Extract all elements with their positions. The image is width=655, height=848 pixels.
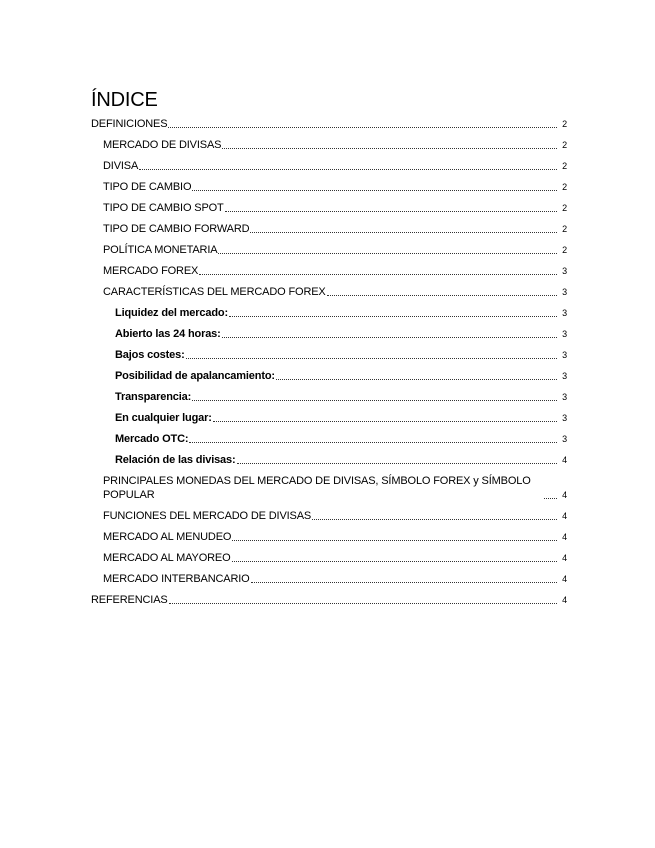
toc-page-number: 3: [562, 350, 567, 360]
toc-page-number: 3: [562, 266, 567, 276]
toc-entry-mercado-forex[interactable]: [91, 259, 567, 280]
toc-dot-leader: [222, 148, 557, 149]
toc-page-number: 2: [562, 161, 567, 171]
toc-page-number: 4: [562, 553, 567, 563]
toc-dot-leader: [251, 582, 557, 583]
toc-page-number: 2: [562, 140, 567, 150]
toc-page-number: 3: [562, 413, 567, 423]
toc-entry-label: MERCADO INTERBANCARIO: [103, 573, 250, 585]
toc-page-number: 3: [562, 392, 567, 402]
toc-page-number: 4: [562, 595, 567, 605]
toc-dot-leader: [192, 400, 557, 401]
toc-dot-leader: [168, 127, 557, 128]
toc-entry-bajos-costes[interactable]: [91, 343, 567, 364]
toc-entry-tipo-de-cambio[interactable]: [91, 175, 567, 196]
toc-entry-definiciones[interactable]: [91, 112, 567, 133]
toc-dot-leader: [139, 169, 557, 170]
toc-entry-label: TIPO DE CAMBIO: [103, 181, 192, 193]
toc-entry-label: TIPO DE CAMBIO FORWARD: [103, 223, 250, 235]
toc-page-number: 4: [562, 574, 567, 584]
toc-entry-label: Bajos costes:: [115, 349, 185, 361]
toc-page-number: 2: [562, 182, 567, 192]
toc-page-number: 2: [562, 245, 567, 255]
toc-entry-label: PRINCIPALES MONEDAS DEL MERCADO DE DIVISAS, SÍMBOLO FOREX y SÍMBOLO POPULAR: [103, 475, 531, 501]
toc-page-number: 2: [562, 224, 567, 234]
toc-dot-leader: [192, 190, 557, 191]
toc-entry-label: Relación de las divisas:: [115, 454, 236, 466]
toc-entry-label: MERCADO DE DIVISAS: [103, 139, 222, 151]
toc-dot-leader: [189, 442, 557, 443]
toc-dot-leader: [218, 253, 557, 254]
toc-entry-label: Mercado OTC:: [115, 433, 189, 445]
toc-entry-mercado-al-menudeo[interactable]: [91, 525, 567, 546]
toc-dot-leader: [186, 358, 557, 359]
toc-entry-label: MERCADO AL MENUDEO: [103, 531, 232, 543]
toc-dot-leader: [199, 274, 557, 275]
toc-dot-leader: [276, 379, 557, 380]
toc-page-number: 2: [562, 203, 567, 213]
toc-dot-leader: [232, 561, 558, 562]
index-title: ÍNDICE: [91, 89, 158, 111]
toc-entry-label: FUNCIONES DEL MERCADO DE DIVISAS: [103, 510, 312, 522]
toc-page-number: 4: [562, 532, 567, 542]
toc-dot-leader: [229, 316, 557, 317]
toc-entry-label: Posibilidad de apalancamiento:: [115, 370, 275, 382]
toc-entry-posibilidad-apalancamiento[interactable]: [91, 364, 567, 385]
toc-dot-leader: [327, 295, 557, 296]
toc-entry-funciones-mercado-divisas[interactable]: [91, 504, 567, 525]
toc-dot-leader: [544, 498, 557, 499]
toc-dot-leader: [213, 421, 557, 422]
toc-entry-label: MERCADO AL MAYOREO: [103, 552, 231, 564]
toc-entry-tipo-de-cambio-forward[interactable]: [91, 217, 567, 238]
toc-entry-label: En cualquier lugar:: [115, 412, 212, 424]
toc-page-number: 3: [562, 308, 567, 318]
toc-dot-leader: [312, 519, 557, 520]
toc-entry-caracteristicas-mercado-forex[interactable]: [91, 280, 567, 301]
toc-page-number: 3: [562, 371, 567, 381]
toc-entry-label: Transparencia:: [115, 391, 192, 403]
toc-entry-label: Abierto las 24 horas:: [115, 328, 221, 340]
toc-page-number: 4: [562, 511, 567, 521]
toc-dot-leader: [237, 463, 557, 464]
toc-page-number: 4: [562, 490, 567, 500]
toc-entry-tipo-de-cambio-spot[interactable]: [91, 196, 567, 217]
toc-entry-mercado-al-mayoreo[interactable]: [91, 546, 567, 567]
toc-entry-label: DEFINICIONES: [91, 118, 168, 130]
toc-entry-liquidez-del-mercado[interactable]: [91, 301, 567, 322]
toc-page-number: 3: [562, 434, 567, 444]
toc-dot-leader: [169, 603, 557, 604]
toc-page-number: 2: [562, 119, 567, 129]
toc-entry-label: POLÍTICA MONETARIA: [103, 244, 218, 256]
toc-entry-transparencia[interactable]: [91, 385, 567, 406]
toc-page-number: 3: [562, 329, 567, 339]
toc-entry-label: TIPO DE CAMBIO SPOT: [103, 202, 224, 214]
toc-entry-politica-monetaria[interactable]: [91, 238, 567, 259]
toc-entry-mercado-de-divisas[interactable]: [91, 133, 567, 154]
toc-dot-leader: [222, 337, 557, 338]
toc-dot-leader: [232, 540, 557, 541]
toc-entry-relacion-de-las-divisas[interactable]: [91, 448, 567, 469]
toc-entry-label: CARACTERÍSTICAS DEL MERCADO FOREX: [103, 286, 326, 298]
toc-entry-mercado-otc[interactable]: [91, 427, 567, 448]
toc-entry-referencias[interactable]: [91, 588, 567, 609]
toc-entry-abierto-24-horas[interactable]: [91, 322, 567, 343]
table-of-contents: [91, 112, 567, 609]
toc-entry-label: DIVISA: [103, 160, 139, 172]
toc-entry-divisa[interactable]: [91, 154, 567, 175]
toc-page-number: 3: [562, 287, 567, 297]
toc-entry-label: REFERENCIAS: [91, 594, 168, 606]
toc-entry-label: MERCADO FOREX: [103, 265, 199, 277]
toc-entry-mercado-interbancario[interactable]: [91, 567, 567, 588]
toc-entry-principales-monedas[interactable]: [91, 469, 567, 504]
toc-entry-label: Liquidez del mercado:: [115, 307, 228, 319]
toc-dot-leader: [225, 211, 557, 212]
toc-dot-leader: [250, 232, 557, 233]
toc-page-number: 4: [562, 455, 567, 465]
toc-entry-en-cualquier-lugar[interactable]: [91, 406, 567, 427]
